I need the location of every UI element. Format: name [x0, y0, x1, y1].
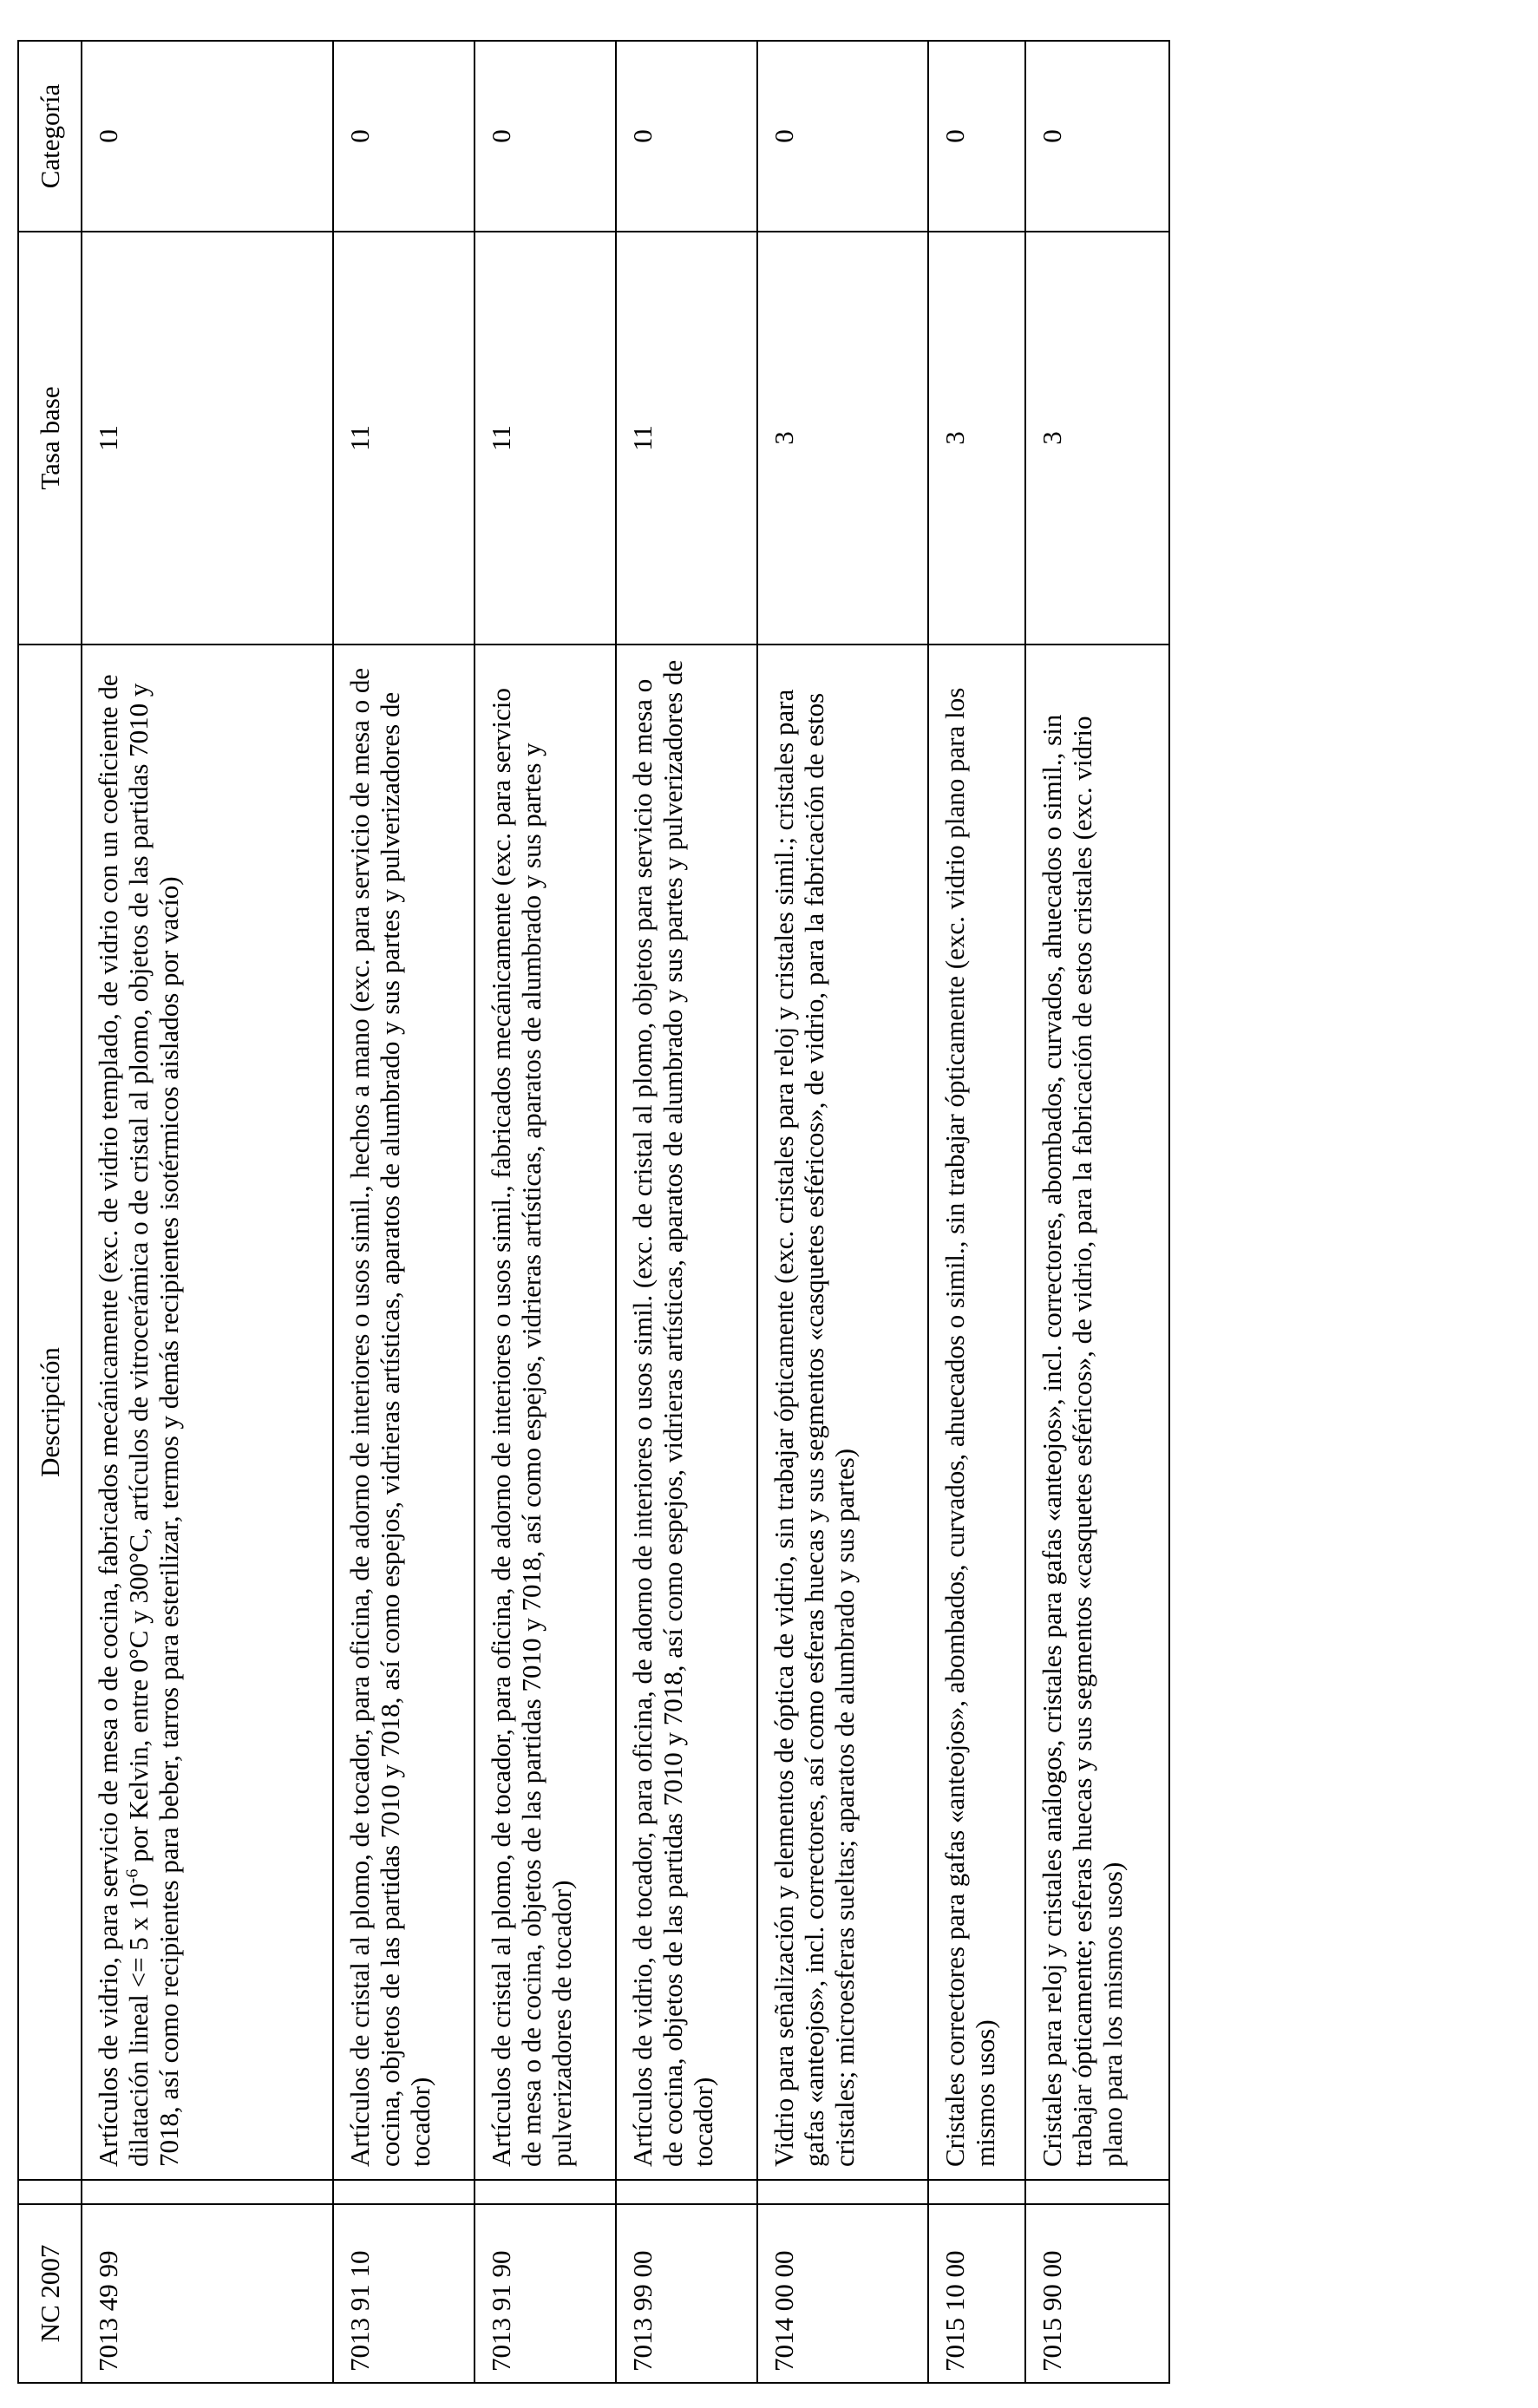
rate-cell: 3	[1025, 232, 1169, 645]
code-cell: 7015 10 00	[928, 2204, 1025, 2383]
header-category: Categoría	[18, 41, 82, 232]
rate-cell: 11	[82, 232, 333, 645]
table-row	[616, 41, 757, 2383]
tariff-table	[17, 40, 1170, 2384]
rate-cell: 3	[928, 232, 1025, 645]
category-cell: 0	[928, 41, 1025, 232]
header-row	[18, 41, 82, 2383]
category-cell: 0	[616, 41, 757, 232]
code-cell: 7014 00 00	[757, 2204, 928, 2383]
category-cell: 0	[333, 41, 474, 232]
blank-cell	[333, 2180, 474, 2204]
table-row	[928, 41, 1025, 2383]
description-superscript: -6	[122, 1868, 142, 1884]
description-cell: Artículos de cristal al plomo, de tocador, para oficina, de adorno de interiores o usos simil., fabricados mecánicamente (exc. para servicio de mesa o de cocina, objetos de las partidas 7010 y 7018, así como espejos, vidrieras artísticas, aparatos de alumbrado y sus partes y pulverizadores de tocador)	[474, 645, 616, 2180]
description-text-continued: por Kelvin, entre 0°C y 300°C, artículos de vitrocerámica o de cristal al plomo, objetos de las partidas 7010 y 7018, así como recipientes para beber, tarros para esterilizar, termos y demás recipientes isotérmicos aislados por vacío)	[123, 683, 184, 2167]
table-row	[757, 41, 928, 2383]
category-cell: 0	[82, 41, 333, 232]
code-cell: 7013 91 10	[333, 2204, 474, 2383]
header-rate: Tasa base	[18, 232, 82, 645]
category-cell: 0	[474, 41, 616, 232]
category-cell: 0	[1025, 41, 1169, 232]
blank-cell	[757, 2180, 928, 2204]
description-cell: Vidrio para señalización y elementos de óptica de vidrio, sin trabajar ópticamente (exc. cristales para reloj y cristales simil.; cristales para gafas «anteojos», incl. correctores, así como esferas huecas y sus segmentos «casquetes esféricos», de vidrio, para la fabricación de estos cristales; microesferas sueltas; aparatos de alumbrado y sus partes)	[757, 645, 928, 2180]
description-cell	[82, 645, 333, 2180]
blank-cell	[1025, 2180, 1169, 2204]
description-cell: Artículos de vidrio, de tocador, para oficina, de adorno de interiores o usos simil. (exc. de cristal al plomo, objetos para servicio de mesa o de cocina, objetos de las partidas 7010 y 7018, así como espejos, vidrieras artísticas, aparatos de alumbrado y sus partes y pulverizadores de tocador)	[616, 645, 757, 2180]
blank-cell	[616, 2180, 757, 2204]
description-cell: Artículos de cristal al plomo, de tocador, para oficina, de adorno de interiores o usos simil., hechos a mano (exc. para servicio de mesa o de cocina, objetos de las partidas 7010 y 7018, así como espejos, vidrieras artísticas, aparatos de alumbrado y sus partes y pulverizadores de tocador)	[333, 645, 474, 2180]
code-cell: 7015 90 00	[1025, 2204, 1169, 2383]
rate-cell: 11	[333, 232, 474, 645]
description-cell: Cristales correctores para gafas «anteojos», abombados, curvados, ahuecados o simil., sin trabajar ópticamente (exc. vidrio plano para los mismos usos)	[928, 645, 1025, 2180]
category-cell: 0	[757, 41, 928, 232]
header-blank	[18, 2180, 82, 2204]
rate-cell: 11	[474, 232, 616, 645]
blank-cell	[82, 2180, 333, 2204]
table-row	[82, 41, 333, 2383]
description-text: Artículos de vidrio, para servicio de mesa o de cocina, fabricados mecánicamente (exc. de vidrio templado, de vidrio con un coeficiente de dilatación lineal <= 5 x 10	[93, 674, 154, 2167]
blank-cell	[474, 2180, 616, 2204]
rate-cell: 3	[757, 232, 928, 645]
code-cell: 7013 91 90	[474, 2204, 616, 2383]
code-cell: 7013 99 00	[616, 2204, 757, 2383]
rate-cell: 11	[616, 232, 757, 645]
header-description: Descripción	[18, 645, 82, 2180]
table-row	[333, 41, 474, 2383]
table-row	[1025, 41, 1169, 2383]
table-row	[474, 41, 616, 2383]
description-cell: Cristales para reloj y cristales análogos, cristales para gafas «anteojos», incl. correctores, abombados, curvados, ahuecados o simil., sin trabajar ópticamente; esferas huecas y sus segmentos «casquetes esféricos», de vidrio, para la fabricación de estos cristales (exc. vidrio plano para los mismos usos)	[1025, 645, 1169, 2180]
header-code: NC 2007	[18, 2204, 82, 2383]
code-cell: 7013 49 99	[82, 2204, 333, 2383]
blank-cell	[928, 2180, 1025, 2204]
